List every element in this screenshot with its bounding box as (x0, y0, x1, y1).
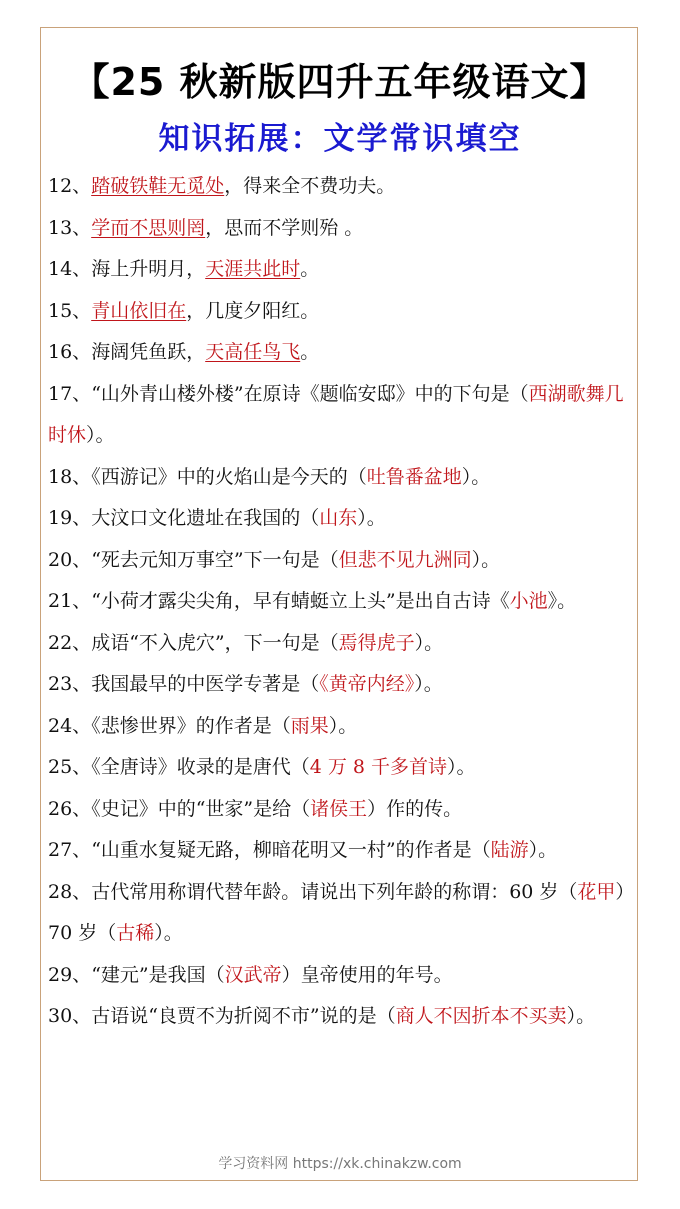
question-item (48, 996, 636, 1038)
question-text: ）作的传。 (367, 797, 463, 820)
question-text: 《西游记》中的火焰山是今天的（ (91, 465, 367, 488)
question-item (48, 291, 636, 333)
question-item (48, 664, 636, 706)
question-text: 古语说“良贾不为折阅不市”说的是（ (91, 1005, 396, 1027)
question-item (48, 332, 636, 374)
answer-text: 《黄帝内经》 (319, 673, 415, 695)
question-text: ）。 (414, 631, 444, 654)
answer-text: 焉得虎子 (338, 631, 415, 654)
question-number: 26、 (48, 797, 92, 820)
question-text: ）。 (414, 673, 443, 695)
question-number: 21、 (48, 590, 92, 612)
question-number: 14、 (48, 258, 92, 280)
question-list (48, 166, 636, 1038)
question-text: ）70 岁（ (48, 880, 635, 944)
question-text: ）。 (86, 424, 115, 446)
question-item (48, 830, 636, 872)
answer-text: 西湖歌舞几时休 (48, 382, 624, 446)
question-text: “小荷才露尖尖角，早有蜻蜓立上头”是出自古诗《 (91, 590, 510, 612)
answer-text: 但悲不见九洲同 (338, 548, 472, 571)
question-text: ）。 (447, 756, 476, 778)
question-item (48, 249, 636, 291)
answer-text: 商人不因折本不买卖 (395, 1005, 567, 1027)
question-number: 16、 (48, 341, 92, 363)
page-subtitle: 知识拓展：文学常识填空 (158, 121, 522, 157)
question-text: 大汶口文化遗址在我国的（ (91, 507, 320, 529)
question-text: ，几度夕阳红。 (186, 299, 320, 322)
question-number: 29、 (48, 963, 92, 986)
question-text: 。 (300, 258, 320, 280)
question-number: 30、 (48, 1005, 92, 1027)
answer-text: 踏破铁鞋无觅处 (91, 175, 225, 197)
question-text: ）。 (471, 548, 501, 571)
answer-text: 4 万 8 千多首诗 (309, 756, 447, 778)
question-item (48, 747, 636, 789)
question-number: 17、 (48, 382, 92, 405)
question-number: 27、 (48, 839, 92, 861)
footer-watermark: 学习资料网 https://xk.chinakzw.com (218, 1156, 462, 1172)
answer-text: 天高任鸟飞 (205, 341, 301, 363)
question-number: 13、 (48, 216, 92, 239)
question-item (48, 374, 636, 457)
question-item (48, 581, 636, 623)
answer-text: 青山依旧在 (91, 299, 187, 322)
question-text: 海阔凭鱼跃， (91, 341, 206, 363)
answer-text: 诸侯王 (310, 797, 368, 820)
answer-text: 古稀 (116, 922, 155, 944)
answer-text: 吐鲁番盆地 (366, 465, 462, 488)
question-text: “山外青山楼外楼”在原诗《题临安邸》中的下句是（ (91, 382, 529, 405)
question-text: 成语“不入虎穴”，下一句是（ (91, 631, 339, 654)
answer-text: 花甲 (577, 880, 616, 903)
question-text: ）。 (461, 465, 491, 488)
question-number: 12、 (48, 175, 92, 197)
question-text: ）。 (528, 839, 558, 861)
question-item (48, 498, 636, 540)
question-number: 24、 (48, 714, 92, 737)
question-number: 15、 (48, 299, 92, 322)
question-text: ）皇帝使用的年号。 (281, 963, 453, 986)
question-text: ）。 (357, 507, 386, 529)
question-number: 19、 (48, 507, 92, 529)
question-item (48, 623, 636, 665)
question-text: 《全唐诗》收录的是唐代（ (91, 756, 310, 778)
question-number: 20、 (48, 548, 92, 571)
question-text: ）。 (154, 922, 183, 944)
answer-text: 学而不思则罔 (91, 216, 206, 239)
question-text: 我国最早的中医学专著是（ (91, 673, 320, 695)
question-number: 22、 (48, 631, 92, 654)
answer-text: 雨果 (290, 714, 329, 737)
answer-text: 汉武帝 (224, 963, 282, 986)
question-text: 海上升明月， (91, 258, 206, 280)
question-text: “山重水复疑无路，柳暗花明又一村”的作者是（ (91, 839, 491, 861)
question-item (48, 208, 636, 250)
question-item (48, 706, 636, 748)
question-text: “死去元知万事空”下一句是（ (91, 548, 339, 571)
answer-text: 山东 (319, 507, 358, 529)
question-text: ）。 (328, 714, 358, 737)
question-item (48, 789, 636, 831)
question-text: 《悲惨世界》的作者是（ (91, 714, 291, 737)
page-title: 【25 秋新版四升五年级语文】 (71, 60, 609, 104)
answer-text: 小池 (509, 590, 548, 612)
question-item (48, 166, 636, 208)
question-number: 28、 (48, 880, 92, 903)
answer-text: 天涯共此时 (205, 258, 301, 280)
question-number: 25、 (48, 756, 92, 778)
question-text: ）。 (566, 1005, 596, 1027)
question-number: 18、 (48, 465, 92, 488)
question-item (48, 457, 636, 499)
question-number: 23、 (48, 673, 92, 695)
question-item (48, 540, 636, 582)
question-text: 。 (300, 341, 320, 363)
question-text: 》。 (547, 590, 577, 612)
question-item (48, 872, 636, 955)
question-item (48, 955, 636, 997)
question-text: 《史记》中的“世家”是给（ (91, 797, 311, 820)
question-text: “建元”是我国（ (91, 963, 225, 986)
question-text: ，思而不学则殆 。 (205, 216, 364, 239)
answer-text: 陆游 (490, 839, 529, 861)
question-text: 古代常用称谓代替年龄。请说出下列年龄的称谓：60 岁（ (91, 880, 578, 903)
question-text: ，得来全不费功夫。 (224, 175, 396, 197)
